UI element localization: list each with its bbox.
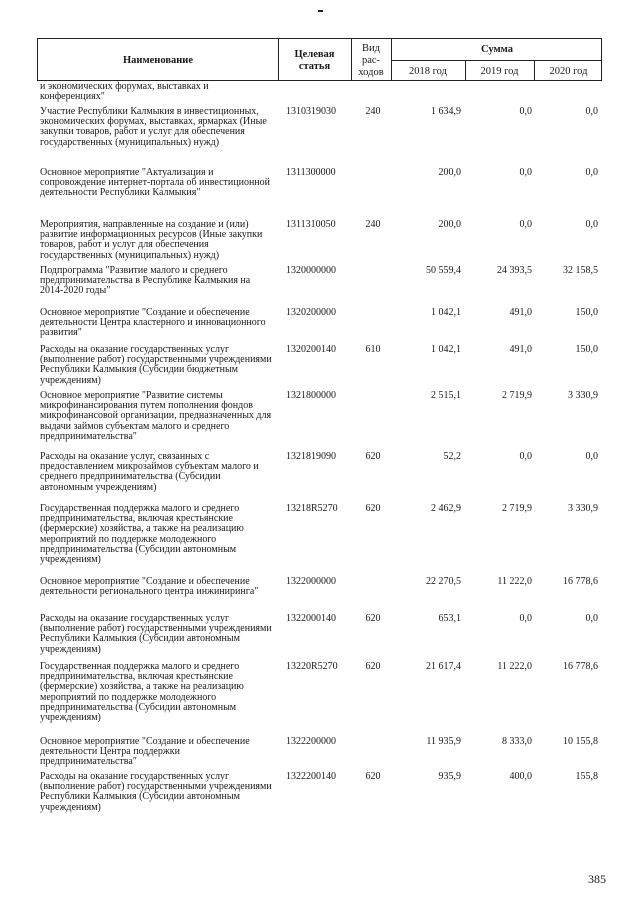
row-amount-2019: 8 333,0 <box>502 736 532 747</box>
row-amount-2020: 150,0 <box>575 344 598 355</box>
row-code: 1322000140 <box>286 613 336 624</box>
row-amount-2019: 2 719,9 <box>502 390 532 401</box>
header-target-1: Целевая <box>294 49 335 60</box>
page-number: 385 <box>588 872 606 886</box>
row-code: 1311310050 <box>286 219 336 230</box>
header-vid-2: рас- <box>361 55 381 66</box>
row-amount-2019: 11 222,0 <box>497 576 532 587</box>
row-amount-2019: 24 393,5 <box>497 265 532 276</box>
row-amount-2018: 1 042,1 <box>431 307 461 318</box>
row-name: Государственная поддержка малого и среднего предпринимательства, включая крестьянские (фермерские) хозяйства, а также на реализацию мероприятий по поддержке молодежного предпринимательства (Субсидии автономным учреждениям) <box>40 503 244 566</box>
row-amount-2018: 52,2 <box>443 451 461 462</box>
row-amount-2019: 400,0 <box>509 771 532 782</box>
row-amount-2020: 32 158,5 <box>563 265 598 276</box>
row-vid: 620 <box>365 771 381 782</box>
row-amount-2019: 0,0 <box>519 613 532 624</box>
row-code: 1320200000 <box>286 307 336 318</box>
row-amount-2018: 50 559,4 <box>426 265 461 276</box>
row-name: Расходы на оказание услуг, связанных с предоставлением микрозаймов субъектам малого и среднего предпринимательства (Субсидии автономным учреждениям) <box>40 451 259 493</box>
row-vid: 620 <box>365 451 381 462</box>
row-amount-2019: 491,0 <box>509 344 532 355</box>
row-amount-2020: 0,0 <box>585 451 598 462</box>
row-amount-2020: 16 778,6 <box>563 661 598 672</box>
row-amount-2019: 0,0 <box>519 106 532 117</box>
row-code: 1321819090 <box>286 451 336 462</box>
row-amount-2020: 3 330,9 <box>568 390 598 401</box>
row-amount-2020: 16 778,6 <box>563 576 598 587</box>
row-name: Основное мероприятие "Развитие системы микрофинансирования путем пополнения фондов микрофинансовой организации, предназначенных для выдачи займов субъектам малого и среднего предпринимательства" <box>40 390 272 442</box>
header-sum: Сумма <box>481 44 513 55</box>
row-amount-2020: 10 155,8 <box>563 736 598 747</box>
row-code: 1321800000 <box>286 390 336 401</box>
header-divider <box>391 60 601 61</box>
header-name: Наименование <box>123 55 193 66</box>
top-dash-mark <box>318 10 323 12</box>
row-name: Подпрограмма "Развитие малого и среднего предпринимательства в Республике Калмыкия на 2014-2020 годы" <box>40 265 251 297</box>
row-name: Расходы на оказание государственных услуг (выполнение работ) государственными учреждениями Республики Калмыкия (Субсидии автономным учреждениям) <box>40 613 272 655</box>
row-name: Основное мероприятие "Создание и обеспечение деятельности Центра кластерного и инновационного развития" <box>40 307 266 339</box>
header-year-2020: 2020 год <box>549 66 588 77</box>
header-year-2018: 2018 год <box>409 66 447 77</box>
row-amount-2018: 21 617,4 <box>426 661 461 672</box>
row-amount-2019: 2 719,9 <box>502 503 532 514</box>
row-vid: 610 <box>365 344 381 355</box>
row-amount-2018: 2 462,9 <box>431 503 461 514</box>
row-amount-2020: 3 330,9 <box>568 503 598 514</box>
row-amount-2018: 22 270,5 <box>426 576 461 587</box>
row-code: 1320000000 <box>286 265 336 276</box>
row-name: Участие Республики Калмыкия в инвестиционных, экономических форумах, выставках, ярмарках (Иные закупки товаров, работ и услуг для обеспечения государственных (муниципальных) нужд) <box>40 106 267 148</box>
row-amount-2020: 0,0 <box>585 167 598 178</box>
row-vid: 240 <box>365 219 381 230</box>
row-name: Основное мероприятие "Актуализация и сопровождение интернет-портала об инвестиционной деятельности Республики Калмыкия" <box>40 167 270 199</box>
header-target-2: статья <box>298 61 331 72</box>
row-amount-2020: 0,0 <box>585 613 598 624</box>
row-vid: 620 <box>365 503 381 514</box>
row-amount-2019: 11 222,0 <box>497 661 532 672</box>
row-name: Мероприятия, направленные на создание и (или) развитие информационных ресурсов (Иные закупки товаров, работ и услуг для обеспечения государственных (муниципальных) нужд) <box>40 219 263 261</box>
row-amount-2019: 0,0 <box>519 167 532 178</box>
row-name: Расходы на оказание государственных услуг (выполнение работ) государственными учреждениями Республики Калмыкия (Субсидии автономным учреждениям) <box>40 771 272 813</box>
row-name: Основное мероприятие "Создание и обеспечение деятельности регионального центра инжиниринга" <box>40 576 259 598</box>
row-amount-2018: 2 515,1 <box>431 390 461 401</box>
row-name: Расходы на оказание государственных услуг (выполнение работ) государственными учреждениями Республики Калмыкия (Субсидии бюджетным учреждениям) <box>40 344 272 386</box>
row-amount-2019: 0,0 <box>519 219 532 230</box>
row-amount-2018: 653,1 <box>438 613 461 624</box>
row-amount-2020: 155,8 <box>575 771 598 782</box>
row-name: и экономических форумах, выставках и конференциях" <box>40 81 209 103</box>
row-amount-2018: 935,9 <box>438 771 461 782</box>
row-amount-2018: 1 042,1 <box>431 344 461 355</box>
row-code: 1322200140 <box>286 771 336 782</box>
row-code: 1322000000 <box>286 576 336 587</box>
row-amount-2018: 200,0 <box>438 219 461 230</box>
header-vid-1: Вид <box>362 43 380 54</box>
row-code: 13220R5270 <box>286 661 338 672</box>
row-name: Государственная поддержка малого и среднего предпринимательства, включая крестьянские (фермерские) хозяйства, а также на реализацию мероприятий по поддержке молодежного предпринимательства (Субсидии автономным учреждениям) <box>40 661 244 724</box>
header-year-2019: 2019 год <box>480 66 519 77</box>
table-header <box>37 38 602 81</box>
header-vid-3: ходов <box>358 67 384 78</box>
row-code: 1310319030 <box>286 106 336 117</box>
row-vid: 620 <box>365 661 381 672</box>
row-code: 1322200000 <box>286 736 336 747</box>
row-amount-2020: 0,0 <box>585 219 598 230</box>
row-amount-2019: 491,0 <box>509 307 532 318</box>
row-code: 1311300000 <box>286 167 336 178</box>
row-code: 13218R5270 <box>286 503 338 514</box>
row-vid: 620 <box>365 613 381 624</box>
row-amount-2018: 200,0 <box>438 167 461 178</box>
row-code: 1320200140 <box>286 344 336 355</box>
row-vid: 240 <box>365 106 381 117</box>
row-amount-2018: 11 935,9 <box>426 736 461 747</box>
row-amount-2019: 0,0 <box>519 451 532 462</box>
row-amount-2020: 150,0 <box>575 307 598 318</box>
row-amount-2020: 0,0 <box>585 106 598 117</box>
row-name: Основное мероприятие "Создание и обеспечение деятельности Центра поддержки предпринимательства" <box>40 736 250 768</box>
row-amount-2018: 1 634,9 <box>431 106 461 117</box>
